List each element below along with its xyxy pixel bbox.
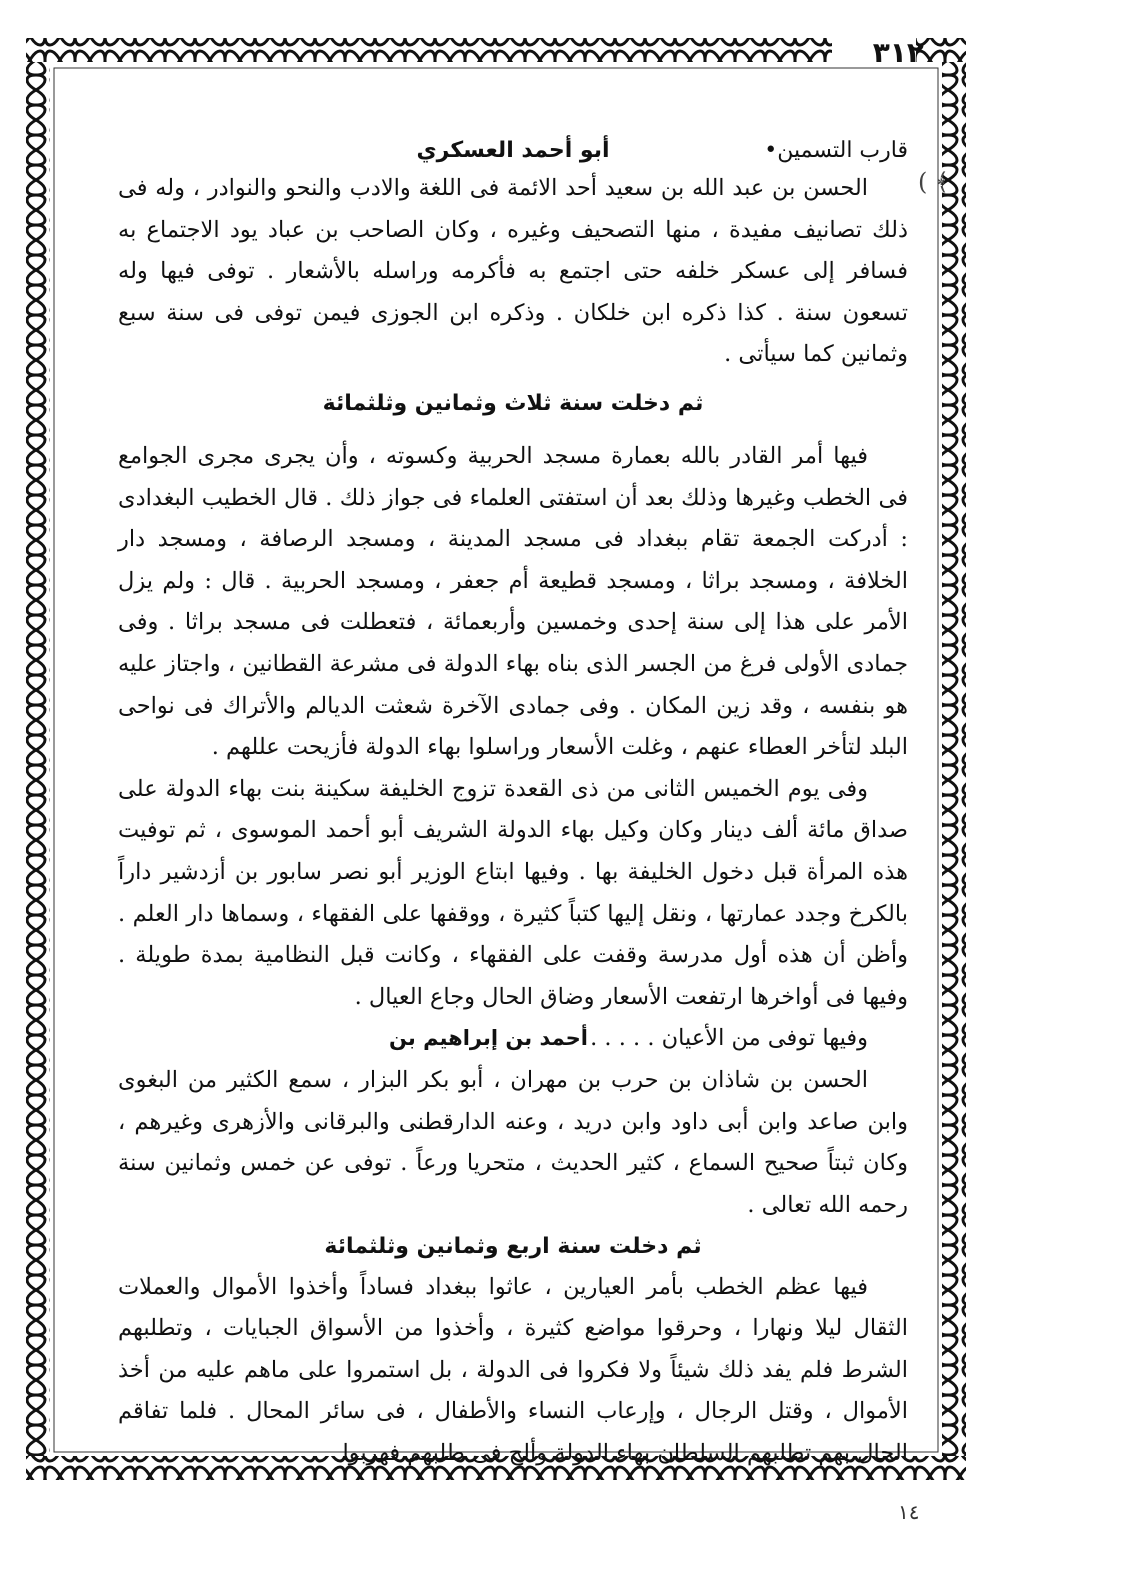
- paragraph: فيها عظم الخطب بأمر العيارين ، عاثوا ببغداد فساداً وأخذوا الأموال والعملات الثقال ليلا ونهارا ، وحرقوا مواضع كثيرة ، وأخذوا من الأسواق الجبايات ، وتطلبهم الشرط فلم يفد ذلك شيئاً ولا فكروا فى الدولة ، بل استمروا على ماهم عليه من أخذ الأموال ، وقتل الرجال ، وإرعاب النساء والأطفال ، فى سائر المحال . فلما تفاقم الحال بهم تطلبهم السلطان بهاء الدولة وألح فى طلبهم فهربوا: [118, 1273, 908, 1467]
- margin-note: ( ﴾: [918, 168, 950, 196]
- obituary-name: أحمد بن إبراهيم بن: [389, 1026, 588, 1051]
- paragraph: الحسن بن عبد الله بن سعيد أحد الائمة فى اللغة والادب والنحو والنوادر ، وله فى ذلك تصانيف مفيدة ، منها التصحيف وغيره ، وكان الصاحب بن عباد يود الاجتماع به فسافر إلى عسكر خلفه حتى اجتمع به فأكرمه وراسله بالأشعار . توفى فيها وله تسعون سنة . كذا ذكره ابن خلكان . وذكره ابن الجوزى فيمن توفى فى سنة سبع وثمانين كما سيأتى .: [118, 175, 908, 368]
- obituary-intro: وفيها توفى من الأعيان . . . . .: [590, 1025, 868, 1052]
- side-note: قارب التسمين•: [764, 138, 908, 163]
- paragraph: الحسن بن شاذان بن حرب بن مهران ، أبو بكر البزار ، سمع الكثير من البغوى وابن صاعد وابن أبى داود وابن دريد ، وعنه الدارقطنى والبرقانى والأزهرى وغيرهم ، وكان ثبتاً صحيح السماع ، كثير الحديث ، متحريا ورعاً . توفى عن خمس وثمانين سنة رحمه الله تعالى .: [118, 1067, 908, 1219]
- text-body: [118, 124, 908, 1475]
- obituary-heading: [118, 1018, 908, 1060]
- border-left: [26, 62, 50, 1456]
- paragraph: وفى يوم الخميس الثانى من ذى القعدة تزوج الخليفة سكينة بنت بهاء الدولة على صداق مائة ألف دينار وكان وكيل بهاء الدولة الشريف أبو أحمد الموسوى ، ثم توفيت هذه المرأة قبل دخول الخليفة بها . وفيها ابتاع الوزير أبو نصر سابور بن أزدشير داراً بالكرخ وجدد عمارتها ، ونقل إليها كتباً كثيرة ، ووقفها على الفقهاء ، وسماها دار العلم . وأظن أن هذه أول مدرسة وقفت على الفقهاء ، وكانت قبل النظامية بمدة طويلة . وفيها فى أواخرها ارتفعت الأسعار وضاق الحال وجاع العيال .: [118, 775, 908, 1010]
- border-top-left: [26, 38, 832, 62]
- border-right: [942, 62, 966, 1456]
- section-title: ثم دخلت سنة ثلاث وثمانين وثلثمائة: [322, 390, 704, 416]
- entry-title: أبو أحمد العسكري: [416, 138, 610, 163]
- paragraph: فيها أمر القادر بالله بعمارة مسجد الحربية وكسوته ، وأن يجرى مجرى الجوامع فى الخطب وغيرها وذلك بعد أن استفتى العلماء فى جواز ذلك . قال الخطيب البغدادى : أدركت الجمعة تقام ببغداد فى مسجد المدينة ، ومسجد الرصافة ، ومسجد دار الخلافة ، ومسجد براثا ، ومسجد قطيعة أم جعفر ، ومسجد الحربية . قال : ولم يزل الأمر على هذا إلى سنة إحدى وخمسين وأربعمائة ، فتعطلت فى مسجد براثا . وفى جمادى الأولى فرغ من الجسر الذى بناه بهاء الدولة فى مشرعة القطانين ، واجتاز عليه هو بنفسه ، وقد زين المكان . وفى جمادى الآخرة شعثت الديالم والأتراك فى نواحى البلد لتأخر العطاء عنهم ، وغلت الأسعار وراسلوا بهاء الدولة فأزيحت عللهم .: [118, 442, 908, 761]
- entry-heading: [118, 124, 908, 168]
- page-number: ٣١٢: [872, 36, 924, 69]
- footer-mark: ١٤: [898, 1500, 920, 1524]
- section-title: ثم دخلت سنة اربع وثمانين وثلثمائة: [324, 1233, 702, 1259]
